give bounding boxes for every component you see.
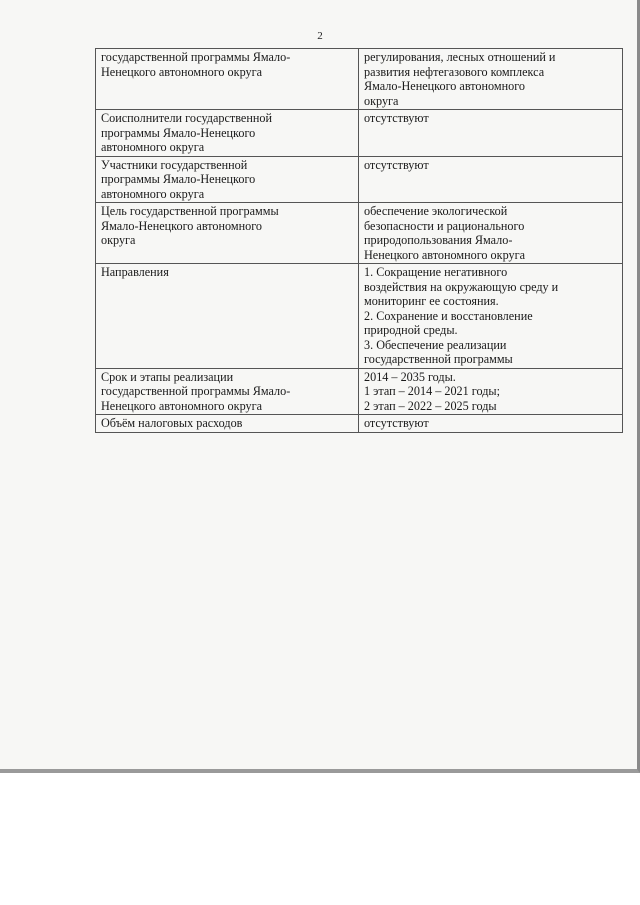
row-value	[359, 156, 623, 203]
value-line: 2 этап – 2022 – 2025 годы	[364, 398, 497, 413]
row-label	[96, 264, 359, 369]
label-line: программы Ямало-Ненецкого	[101, 172, 256, 186]
value-line: отсутствуют	[364, 157, 429, 172]
value-line: безопасности и рационального	[364, 218, 525, 233]
value-line: 1. Сокращение негативного	[364, 265, 508, 279]
label-line: Направления	[101, 265, 169, 279]
value-line: обеспечение экологической	[364, 204, 508, 218]
row-label	[96, 110, 359, 157]
row-value	[359, 203, 623, 264]
table-row-directions	[96, 264, 623, 369]
label-line: Ямало-Ненецкого автономного	[101, 218, 263, 233]
label-line: Цель государственной программы	[101, 204, 279, 218]
label-line: Срок и этапы реализации	[101, 369, 234, 384]
value-line: природопользования Ямало-	[364, 233, 513, 247]
row-value	[359, 264, 623, 369]
label-line: государственной программы Ямало-	[101, 50, 291, 64]
value-line: отсутствуют	[364, 416, 429, 430]
table-row-responsible-executor-continued	[96, 49, 623, 110]
row-label	[96, 203, 359, 264]
table-row-timeline	[96, 368, 623, 415]
row-value	[359, 49, 623, 110]
row-label	[96, 415, 359, 433]
row-value	[359, 415, 623, 433]
row-label	[96, 156, 359, 203]
value-line: воздействия на окружающую среду и	[364, 279, 559, 294]
label-line: Ненецкого автономного округа	[101, 398, 263, 413]
label-line: программы Ямало-Ненецкого	[101, 125, 256, 140]
value-line: природной среды.	[364, 323, 458, 337]
table-row-participants	[96, 156, 623, 203]
label-line: округа	[101, 233, 136, 247]
value-line: отсутствуют	[364, 111, 429, 125]
value-line: регулирования, лесных отношений и	[364, 50, 556, 64]
label-line: Объём налоговых расходов	[101, 416, 243, 430]
table-row-tax-expenditures	[96, 415, 623, 433]
value-line: 2014 – 2035 годы.	[364, 369, 456, 384]
label-line: Соисполнители государственной	[101, 111, 272, 125]
table-row-goal	[96, 203, 623, 264]
value-line: мониторинг ее состояния.	[364, 294, 499, 308]
label-line: Участники государственной	[101, 157, 248, 172]
value-line: 2. Сохранение и восстановление	[364, 308, 533, 323]
row-label	[96, 368, 359, 415]
label-line: автономного округа	[101, 140, 205, 154]
label-line: автономного округа	[101, 186, 205, 201]
value-line: Ненецкого автономного округа	[364, 247, 526, 262]
row-label	[96, 49, 359, 110]
label-line: Ненецкого автономного округа	[101, 64, 263, 79]
value-line: государственной программы	[364, 352, 513, 366]
row-value	[359, 110, 623, 157]
value-line: развития нефтегазового комплекса	[364, 64, 545, 79]
row-value	[359, 368, 623, 415]
page-number: 2	[317, 30, 323, 42]
label-line: государственной программы Ямало-	[101, 384, 291, 398]
value-line: 1 этап – 2014 – 2021 годы;	[364, 384, 501, 398]
value-line: округа	[364, 93, 399, 108]
value-line: 3. Обеспечение реализации	[364, 337, 507, 352]
table-row-co-executors	[96, 110, 623, 157]
program-passport-table	[95, 48, 623, 433]
value-line: Ямало-Ненецкого автономного	[364, 79, 526, 93]
